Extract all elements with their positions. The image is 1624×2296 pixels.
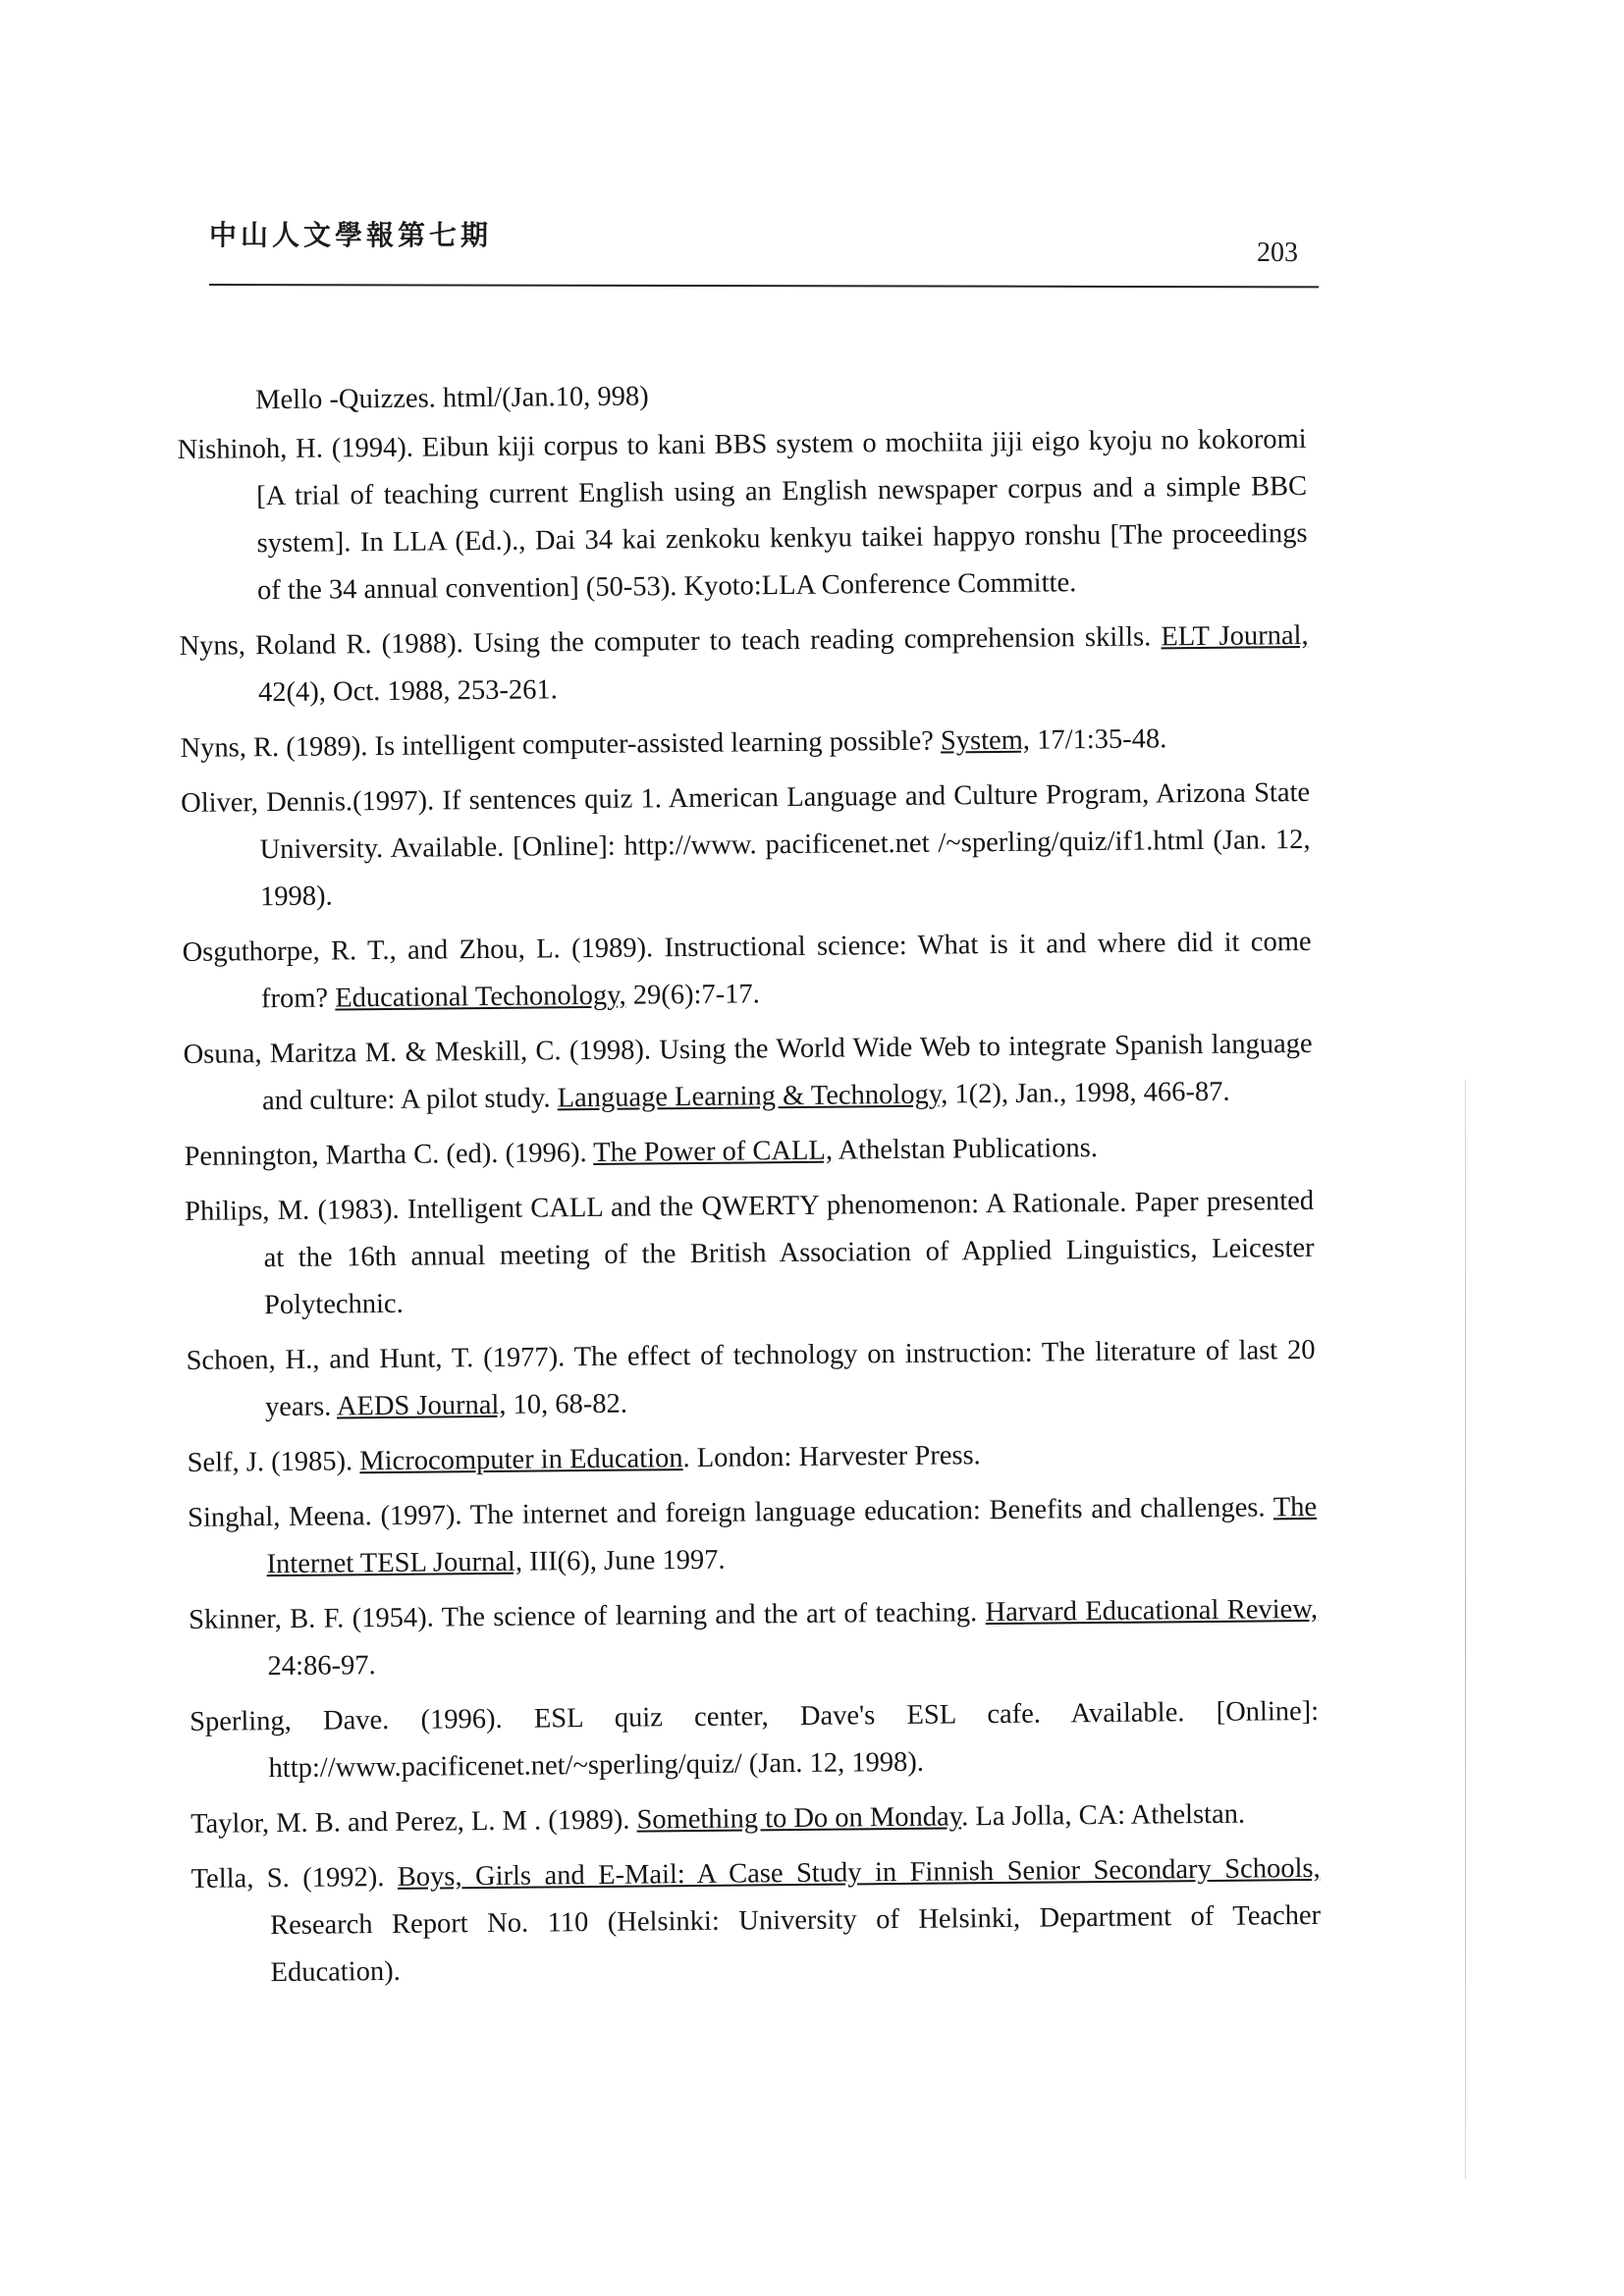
reference-source-title: The Power of CALL, (593, 1135, 834, 1168)
reference-entry (180, 715, 1309, 773)
reference-text: . London: Harvester Press. (682, 1440, 981, 1474)
reference-entry (184, 1123, 1313, 1181)
reference-entry (190, 1845, 1321, 1998)
reference-text: 24:86-97. (267, 1650, 376, 1682)
reference-text: 42(4), Oct. 1988, 253-261. (257, 674, 558, 709)
reference-entry (189, 1586, 1319, 1691)
reference-text: 1(2), Jan., 1998, 466-87. (947, 1076, 1230, 1110)
reference-entry (183, 1021, 1313, 1126)
reference-entry (190, 1790, 1320, 1848)
reference-text: Osguthorpe, R. T., and Zhou, L. (1989). Instructional science: What is it and where did it come from? (182, 926, 1312, 1015)
reference-entry: Sperling, Dave. (1996). ESL quiz center, Dave's ESL cafe. Available. [Online]: http://www.pacificenet.net/~sperling/quiz/ (Jan. 12, 1998). (189, 1695, 1320, 1785)
reference-text: Osuna, Maritza M. & Meskill, C. (1998). Using the World Wide Web to integrate Spanish language and culture: A pilot study. (183, 1028, 1313, 1117)
reference-text: Singhal, Meena. (1997). The internet and foreign language education: Benefits and challenges. (188, 1492, 1273, 1533)
reference-source-title: ELT Journal, (1161, 619, 1309, 653)
reference-entry (182, 919, 1312, 1024)
reference-source-title: The Internet TESL Journal, (266, 1491, 1318, 1580)
reference-text: Nyns, Roland R. (1988). Using the computer to teach reading comprehension skills. (179, 621, 1162, 662)
reference-entry: Philips, M. (1983). Intelligent CALL and the QWERTY phenomenon: A Rationale. Paper presented at the 16th annual meeting of the British Association of Applied Linguistics, Leicester Polytechnic. (185, 1185, 1315, 1321)
reference-text: 17/1:35-48. (1029, 723, 1167, 756)
journal-title: 中山人文學報第七期 (209, 219, 493, 251)
reference-text: 29(6):7-17. (625, 979, 760, 1011)
page-number: 203 (1257, 238, 1298, 268)
reference-source-title: Boys, Girls and E-Mail: A Case Study in Finnish Senior Secondary Schools, (397, 1852, 1321, 1893)
reference-entry (188, 1484, 1318, 1589)
reference-entry (187, 1429, 1316, 1487)
reference-text: Schoen, H., and Hunt, T. (1977). The effect of technology on instruction: The literature of last 20 years. (186, 1334, 1316, 1423)
reference-text: Taylor, M. B. and Perez, L. M . (1989). (189, 1804, 637, 1840)
reference-text: Research Report No. 110 (Helsinki: University of Helsinki, Department of Teacher Education). (269, 1899, 1322, 1989)
reference-text: Pennington, Martha C. (ed). (1996). (184, 1137, 594, 1172)
reference-text: Skinner, B. F. (1954). The science of learning and the art of teaching. (188, 1597, 986, 1635)
reference-text: . La Jolla, CA: Athelstan. (960, 1798, 1246, 1833)
reference-text: Athelstan Publications. (832, 1133, 1099, 1166)
reference-source-title: Educational Techonology, (335, 980, 626, 1014)
reference-source-title: AEDS Journal, (336, 1389, 507, 1422)
reference-source-title: Harvard Educational Review, (985, 1593, 1319, 1629)
header-rule (209, 284, 1319, 288)
reference-text: 10, 68-82. (506, 1388, 628, 1420)
scan-edge-line (1465, 1080, 1466, 2179)
reference-text: Tella, S. (1992). (190, 1861, 398, 1895)
reference-text: Nyns, R. (1989). Is intelligent computer-assisted learning possible? (180, 725, 942, 764)
reference-continuation: Mello -Quizzes. html/(Jan.10, 998) (255, 381, 649, 416)
reference-source-title: Microcomputer in Education (359, 1443, 683, 1477)
reference-entry (179, 613, 1309, 718)
reference-entry: Nishinoh, H. (1994). Eibun kiji corpus to kani BBS system o mochiita jiji eigo kyoju no kokoromi [A trial of teaching current English using an English newspaper corpus and a simple BBC system]. In LLA (Ed.)., Dai 34 kai zenkoku kenkyu taikei happyo ronshu [The proceedings of the 34 annual convention] (50-53). Kyoto:LLA Conference Committe. (177, 423, 1308, 607)
reference-entry: Oliver, Dennis.(1997). If sentences quiz 1. American Language and Culture Program, Arizona State University. Available. [Online]: http://www. pacificenet.net /~sperling/quiz/if1.html (Jan. 12, 1998). (181, 776, 1311, 913)
reference-text: III(6), June 1997. (521, 1544, 726, 1577)
reference-source-title: Something to Do on Monday (636, 1801, 962, 1836)
reference-source-title: Language Learning & Technology, (557, 1079, 948, 1114)
reference-text: Self, J. (1985). (187, 1446, 360, 1478)
reference-source-title: System, (940, 724, 1031, 757)
reference-entry (186, 1327, 1316, 1432)
reference-list (177, 367, 1322, 2005)
